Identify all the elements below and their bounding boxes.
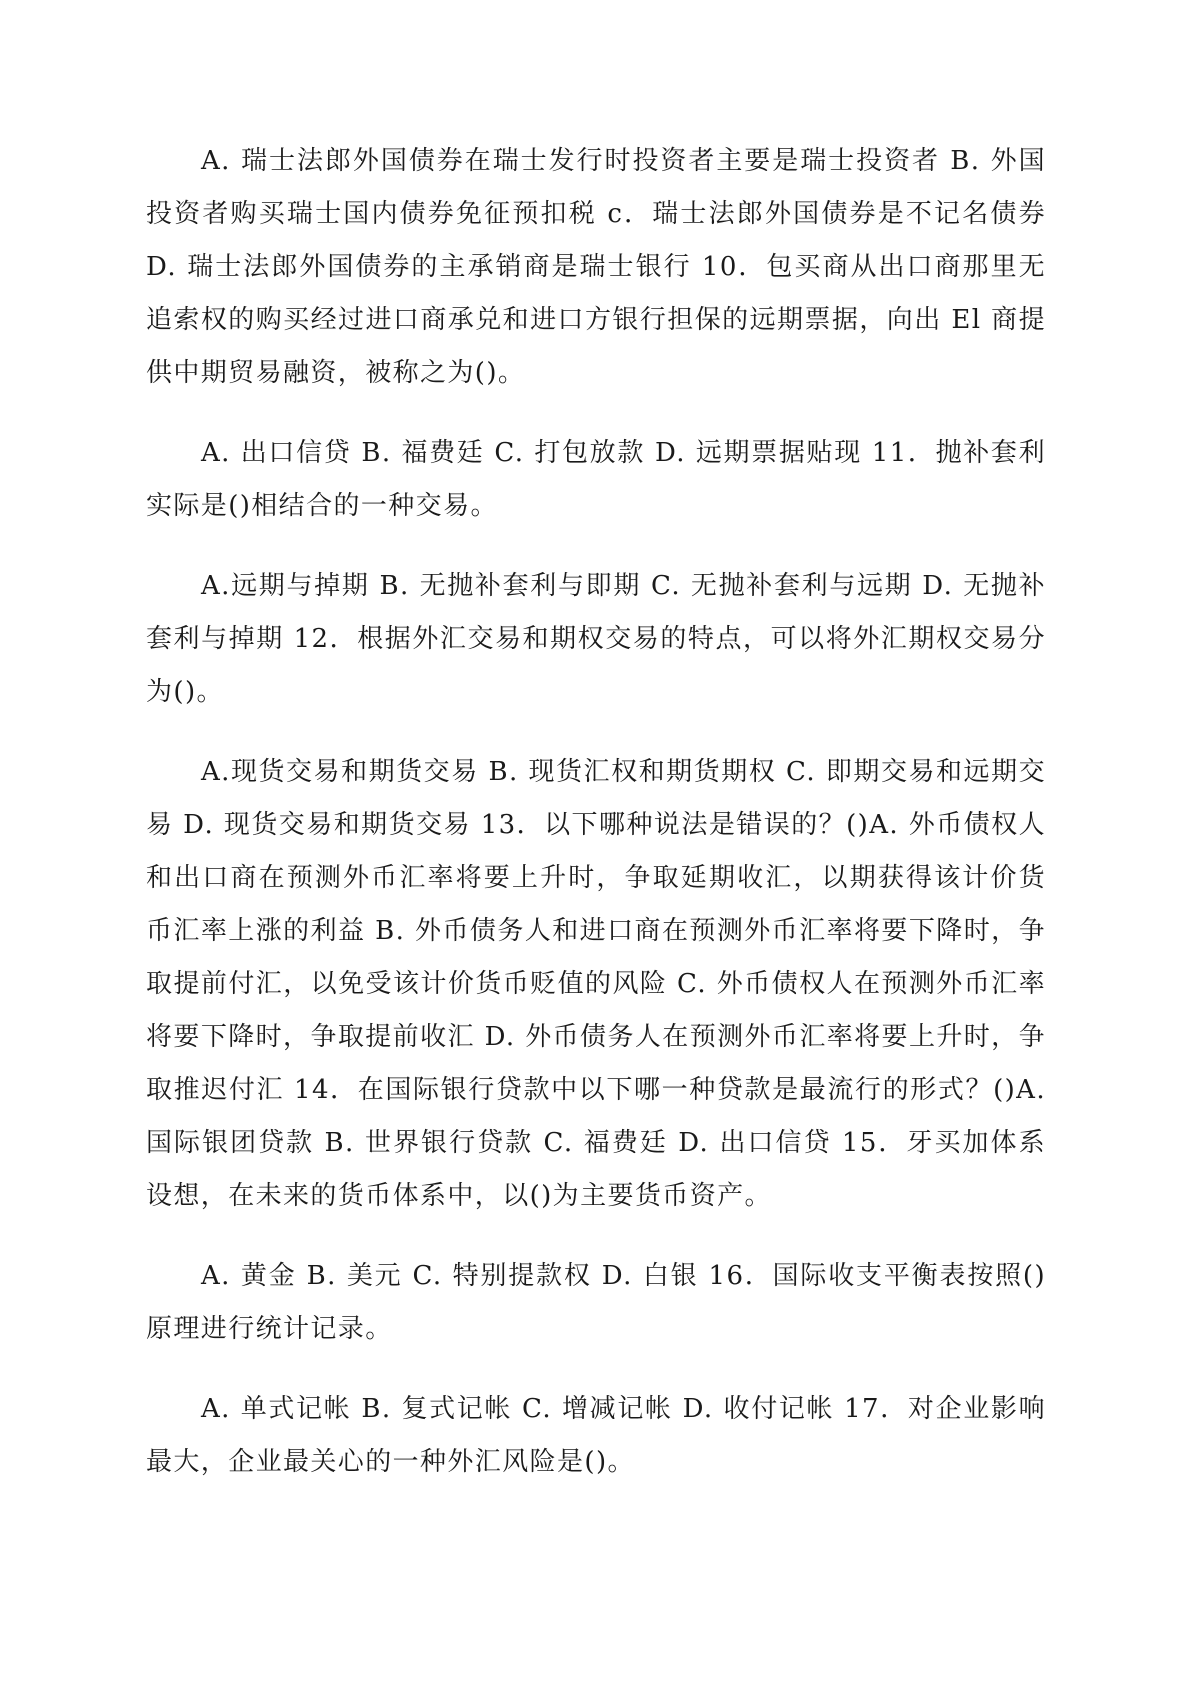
question-paragraph-6: A. 单式记帐 B. 复式记帐 C. 增减记帐 D. 收付记帐 17．对企业影响最大，企业最关心的一种外汇风险是()。 — [146, 1394, 1046, 1477]
question-paragraph-3: A.远期与掉期 B. 无抛补套利与即期 C. 无抛补套利与远期 D. 无抛补套利与掉期 12．根据外汇交易和期权交易的特点，可以将外汇期权交易分为()。 — [146, 571, 1046, 707]
question-paragraph-2: A. 出口信贷 B. 福费廷 C. 打包放款 D. 远期票据贴现 11．抛补套利实际是()相结合的一种交易。 — [146, 438, 1046, 521]
document-page — [146, 135, 1046, 1516]
question-paragraph-1: A. 瑞士法郎外国债券在瑞士发行时投资者主要是瑞士投资者 B. 外国投资者购买瑞士国内债券免征预扣税 c．瑞士法郎外国债券是不记名债券 D. 瑞士法郎外国债券的主承销商是瑞士银行 10．包买商从出口商那里无追索权的购买经过进口商承兑和进口方银行担保的远期票据，向出 El 商提供中期贸易融资，被称之为()。 — [146, 146, 1046, 388]
question-paragraph-5: A. 黄金 B. 美元 C. 特别提款权 D. 白银 16．国际收支平衡表按照()原理进行统计记录。 — [146, 1261, 1046, 1344]
question-paragraph-4: A.现货交易和期货交易 B. 现货汇权和期货期权 C. 即期交易和远期交易 D. 现货交易和期货交易 13．以下哪种说法是错误的？()A. 外币债权人和出口商在预测外币汇率将要上升时，争取延期收汇，以期获得该计价货币汇率上涨的利益 B. 外币债务人和进口商在预测外币汇率将要下降时，争取提前付汇，以免受该计价货币贬值的风险 C. 外币债权人在预测外币汇率将要下降时，争取提前收汇 D. 外币债务人在预测外币汇率将要上升时，争取推迟付汇 14．在国际银行贷款中以下哪一种贷款是最流行的形式？()A. 国际银团贷款 B. 世界银行贷款 C. 福费廷 D. 出口信贷 15．牙买加体系设想，在未来的货币体系中，以()为主要货币资产。 — [146, 757, 1046, 1211]
